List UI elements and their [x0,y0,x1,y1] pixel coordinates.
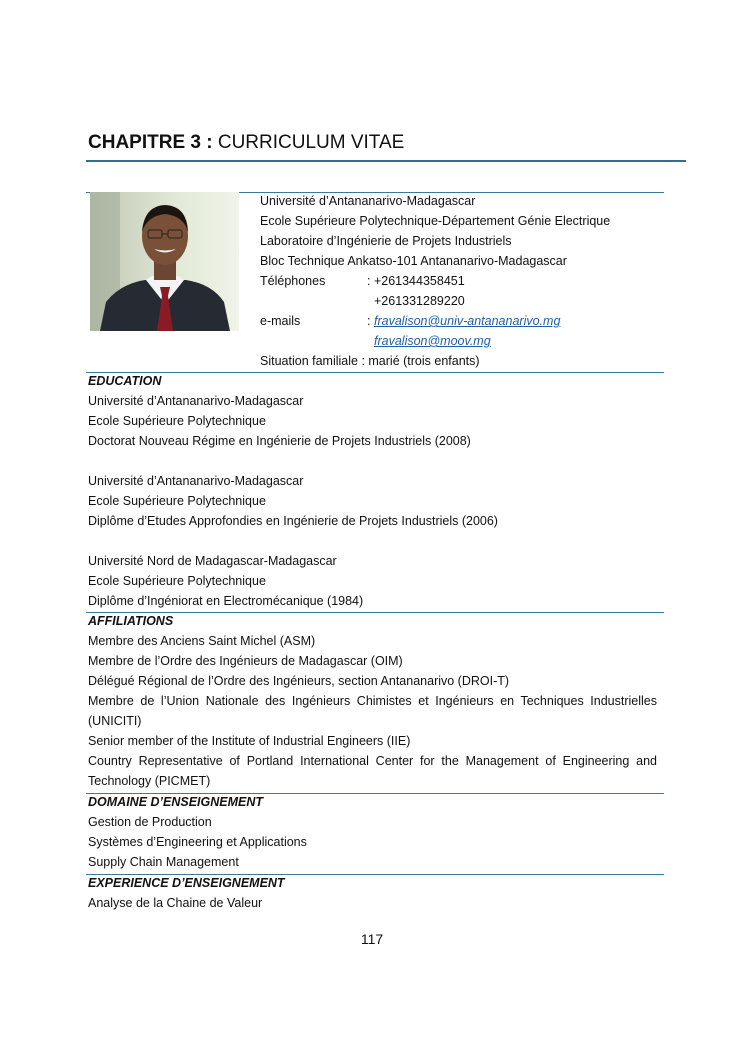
phone-number-2: +261331289220 [374,294,465,308]
chapter-label: CHAPITRE 3 : [88,132,213,153]
email-colon: : [367,314,371,328]
education-line: Ecole Supérieure Polytechnique [88,414,266,428]
education-line: Université d’Antananarivo-Madagascar [88,474,304,488]
teaching-domain-heading: DOMAINE D’ENSEIGNEMENT [88,795,264,809]
contact-address: Bloc Technique Ankatso-101 Antananarivo-Madagascar [260,254,567,268]
page-number: 117 [360,931,384,947]
education-line: Université d’Antananarivo-Madagascar [88,394,304,408]
contact-university: Université d’Antananarivo-Madagascar [260,194,476,208]
education-line: Ecole Supérieure Polytechnique [88,494,266,508]
family-status: Situation familiale : marié (trois enfants) [260,354,480,368]
chapter-title [88,131,404,155]
chapter-name: CURRICULUM VITAE [217,132,405,153]
chapter-divider [86,160,686,162]
affiliation-item: Membre de l’Ordre des Ingénieurs de Madagascar (OIM) [88,654,403,668]
affiliation-item: Senior member of the Institute of Industrial Engineers (IIE) [88,734,411,748]
education-line: Diplôme d’Etudes Approfondies en Ingénierie de Projets Industriels (2006) [88,514,498,528]
education-line: Diplôme d’Ingéniorat en Electromécanique (1984) [88,594,364,608]
contact-lab: Laboratoire d’Ingénierie de Projets Industriels [260,234,512,248]
teaching-experience-heading: EXPERIENCE D’ENSEIGNEMENT [88,876,285,890]
teaching-domain-item: Gestion de Production [88,815,212,829]
education-line: Doctorat Nouveau Régime en Ingénierie de Projets Industriels (2008) [88,434,471,448]
education-line: Université Nord de Madagascar-Madagascar [88,554,337,568]
teaching-domain-item: Supply Chain Management [88,855,239,869]
contact-school: Ecole Supérieure Polytechnique-Département Génie Electrique [260,214,611,228]
affiliations-heading: AFFILIATIONS [88,614,174,628]
section-rule-education [86,372,664,373]
teaching-experience-item: Analyse de la Chaine de Valeur [88,896,263,910]
emails-label: e-mails [260,314,301,328]
education-line: Ecole Supérieure Polytechnique [88,574,266,588]
affiliation-item: Country Representative of Portland International Center for the Management of Engineering and Technology (PICMET) [88,754,657,788]
affiliation-item: Membre de l’Union Nationale des Ingénieurs Chimistes et Ingénieurs en Techniques Industrielles (UNICITI) [88,694,657,728]
affiliation-item: Membre des Anciens Saint Michel (ASM) [88,634,316,648]
email-link-1[interactable]: fravalison@univ-antananarivo.mg [374,314,561,328]
phones-label: Téléphones [260,274,326,288]
phone-number-1: : +261344358451 [367,274,465,288]
portrait-image [90,192,239,331]
affiliation-item: Délégué Régional de l’Ordre des Ingénieurs, section Antananarivo (DROI-T) [88,674,510,688]
teaching-domain-item: Systèmes d’Engineering et Applications [88,835,307,849]
email-link-2[interactable]: fravalison@moov.mg [374,334,491,348]
profile-photo [90,192,239,331]
education-heading: EDUCATION [88,374,162,388]
